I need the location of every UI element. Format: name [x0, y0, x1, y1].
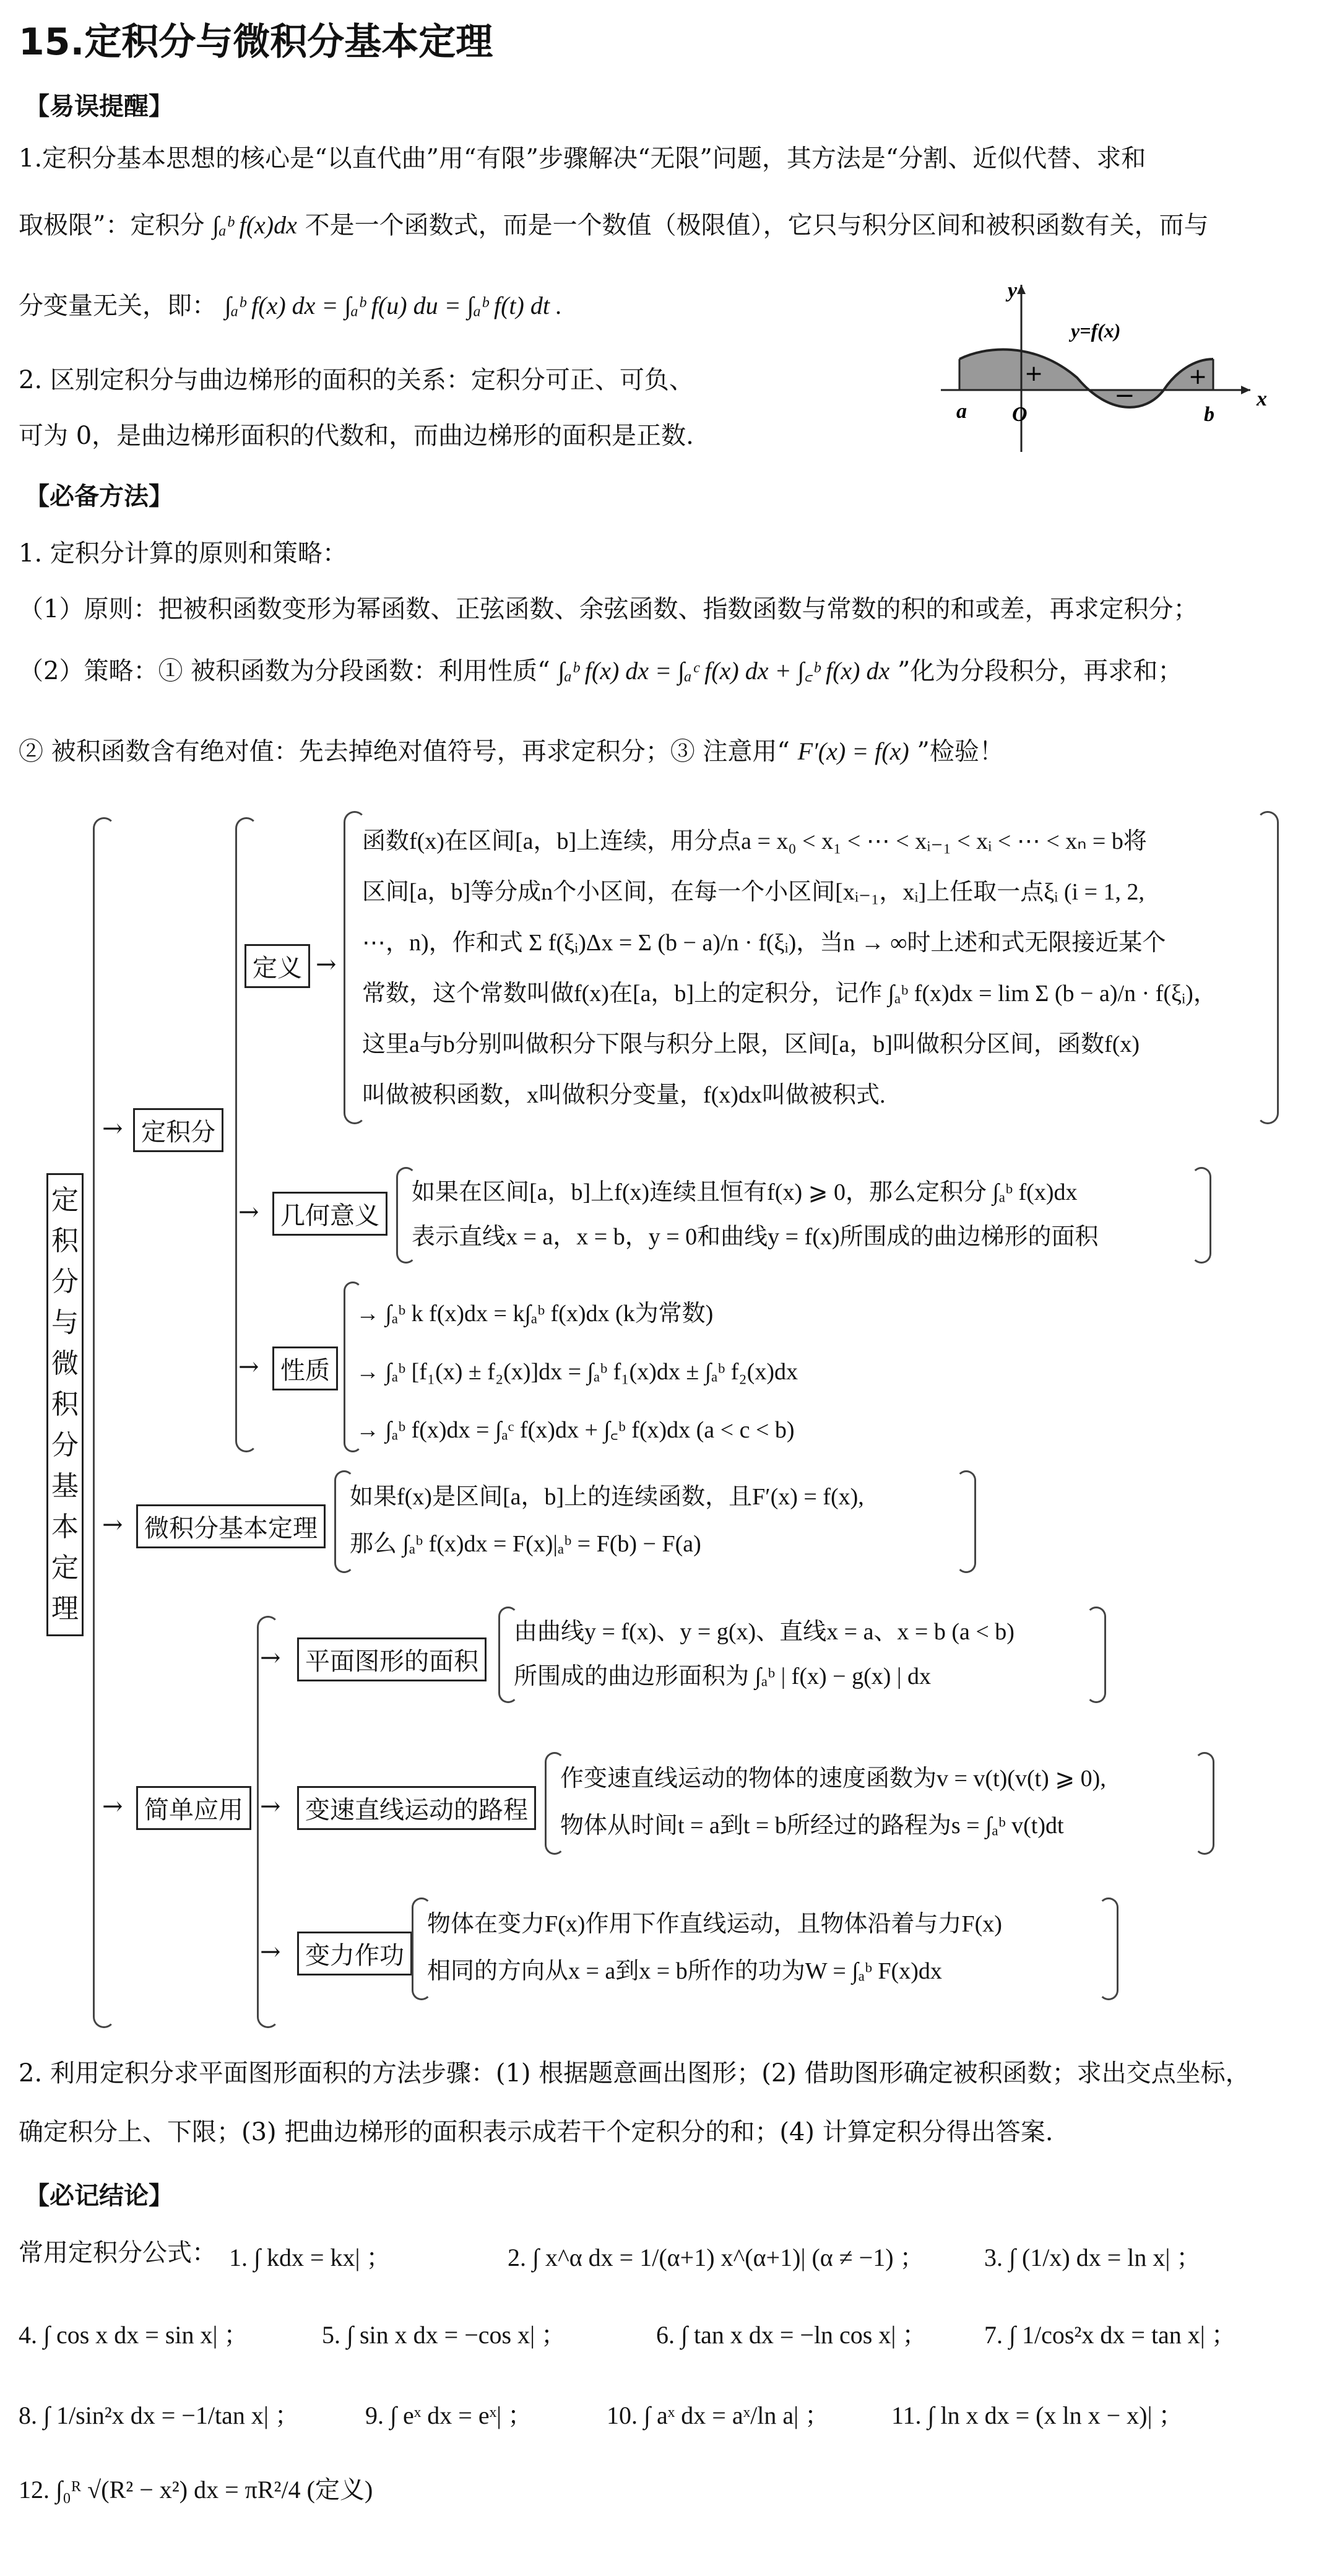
geometry-line: 如果在区间[a，b]上f(x)连续且恒有f(x) ⩾ 0，那么定积分 ∫ₐᵇ f(x)dx: [412, 1179, 1078, 1205]
root-char: 本: [51, 1511, 79, 1543]
method-abs-value-formula: F′(x) = f(x): [797, 737, 909, 765]
formula-4: 4. ∫ cos x dx = sin x| ；: [19, 2321, 249, 2349]
root-char: 定: [51, 1184, 79, 1216]
applications-brace: [257, 1616, 279, 2028]
method-2-line-2: 确定积分上、下限；(3) 把曲边梯形的面积表示成若干个定积分的和；(4) 计算定积分得出答案.: [19, 2118, 1054, 2146]
node-variable-speed-distance: 变速直线运动的路程: [297, 1786, 536, 1830]
mistake-2-line-1: 2. 区别定积分与曲边梯形的面积的关系：定积分可正、可负、: [19, 366, 694, 394]
formula-2: 2. ∫ x^α dx = 1/(α+1) x^(α+1)| (α ≠ −1) ；: [508, 2244, 925, 2271]
root-char: 微: [51, 1348, 79, 1379]
mistake-2-line-2: 可为 0，是曲边梯形面积的代数和，而曲边梯形的面积是正数.: [19, 422, 694, 450]
node-fundamental-theorem: 微积分基本定理: [136, 1504, 326, 1548]
fundamental-line: 如果f(x)是区间[a，b]上的连续函数，且F′(x) = f(x),: [350, 1484, 864, 1510]
graph-origin-label: O: [1012, 403, 1028, 426]
geometry-text: [412, 1170, 1099, 1259]
node-variable-force-work: 变力作功: [297, 1932, 412, 1975]
arrow-icon: →: [260, 1792, 281, 1821]
formula-12: 12. ∫₀ᴿ √(R² − x²) dx = πR²/4 (定义): [19, 2476, 373, 2504]
method-abs-value-text-c: ”检验！: [917, 737, 1004, 766]
definition-line: 函数f(x)在区间[a，b]上连续，用分点a = x₀ < x₁ < ⋯ < xᵢ₋₁ < xᵢ < ⋯ < xₙ = b将: [362, 828, 1147, 854]
distance-text: [560, 1755, 1106, 1849]
function-graph: [928, 272, 1275, 458]
root-brace: [93, 817, 115, 2028]
graph-function-label: y=f(x): [1071, 319, 1121, 342]
geometry-line: 表示直线x = a，x = b，y = 0和曲线y = f(x)所围成的曲边梯形的面积: [412, 1224, 1099, 1250]
method-strategy-text-c: ”化为分段积分，再求和；: [897, 657, 1183, 685]
root-char: 积: [51, 1225, 79, 1257]
work-brace-right: [1099, 1897, 1118, 2000]
fundamental-text: [350, 1473, 864, 1568]
arrow-icon: →: [102, 1114, 123, 1143]
node-properties: 性质: [272, 1347, 338, 1390]
area-line: 由曲线y = f(x)、y = g(x)、直线x = a、x = b (a < b): [514, 1619, 1015, 1645]
root-char: 分: [51, 1266, 79, 1298]
distance-line: 作变速直线运动的物体的速度函数为v = v(t)(v(t) ⩾ 0),: [560, 1766, 1106, 1792]
mistake-1-line-1: 1.定积分基本思想的核心是“以直代曲”用“有限”步骤解决“无限”问题，其方法是“分割、近似代替、求和: [19, 144, 1146, 173]
method-abs-value: [19, 737, 1004, 766]
root-char: 分: [51, 1429, 79, 1461]
method-strategy: [19, 656, 1182, 686]
root-char: 理: [51, 1593, 79, 1624]
method-1-heading: 1. 定积分计算的原则和策略：: [19, 539, 347, 568]
root-char: 积: [51, 1389, 79, 1420]
geometry-brace-right: [1192, 1167, 1211, 1264]
property-line: → ∫ₐᵇ f(x)dx = ∫ₐᶜ f(x)dx + ∫꜀ᵇ f(x)dx (a < c < b): [356, 1417, 795, 1443]
mistake-1-line-3: [19, 291, 562, 321]
mistake-1-line-2-text-a: 取极限”：定积分: [19, 211, 205, 240]
work-text: [427, 1901, 1002, 1995]
work-line: 相同的方向从x = a到x = b所作的功为W = ∫ₐᵇ F(x)dx: [427, 1958, 942, 1984]
definition-line: ⋯，n)，作和式 Σ f(ξᵢ)Δx = Σ (b − a)/n · f(ξᵢ)，当n → ∞时上述和式无限接近某个: [362, 930, 1166, 956]
node-definite-integral: 定积分: [133, 1108, 223, 1152]
arrow-icon: →: [260, 1644, 281, 1672]
formula-10: 10. ∫ aˣ dx = aˣ/ln a| ；: [607, 2401, 830, 2429]
property-line: → ∫ₐᵇ k f(x)dx = k∫ₐᵇ f(x)dx (k为常数): [356, 1301, 714, 1327]
formula-11: 11. ∫ ln x dx = (x ln x − x)| ；: [891, 2401, 1183, 2429]
definition-line: 常数，这个常数叫做f(x)在[a，b]上的定积分，记作 ∫ₐᵇ f(x)dx = lim Σ (b − a)/n · f(ξᵢ)，: [362, 981, 1217, 1007]
mistake-1-equality: ∫ₐᵇ f(x) dx = ∫ₐᵇ f(u) du = ∫ₐᵇ f(t) dt .: [224, 292, 562, 319]
graph-plus-right: +: [1188, 364, 1208, 389]
fundamental-brace-right: [956, 1470, 976, 1573]
distance-brace-right: [1195, 1752, 1214, 1855]
property-line: → ∫ₐᵇ [f₁(x) ± f₂(x)]dx = ∫ₐᵇ f₁(x)dx ± ∫ₐᵇ f₂(x)dx: [356, 1359, 798, 1385]
mistake-1-line-2: [19, 210, 1209, 240]
mistake-1-integral: ∫ₐᵇ f(x)dx: [212, 211, 297, 239]
area-brace-right: [1086, 1607, 1106, 1703]
root-char: 与: [51, 1307, 79, 1338]
section-mistakes-heading: 【易误提醒】: [25, 92, 173, 121]
graph-b-label: b: [1204, 403, 1214, 426]
distance-line: 物体从时间t = a到t = b所经过的路程为s = ∫ₐᵇ v(t)dt: [560, 1813, 1064, 1839]
method-abs-value-text-a: ② 被积函数含有绝对值：先去掉绝对值符号，再求定积分；③ 注意用“: [19, 737, 790, 766]
definition-line: 这里a与b分别叫做积分下限与积分上限，区间[a，b]叫做积分区间，函数f(x): [362, 1031, 1140, 1057]
definition-line: 叫做被积函数，x叫做积分变量，f(x)dx叫做被积式.: [362, 1082, 886, 1108]
definition-text: [362, 816, 1217, 1121]
formula-6: 6. ∫ tan x dx = −ln cos x| ；: [656, 2321, 927, 2349]
arrow-icon: →: [316, 950, 337, 979]
area-line: 所围成的曲边形面积为 ∫ₐᵇ | f(x) − g(x) | dx: [514, 1663, 931, 1689]
node-simple-applications: 简单应用: [136, 1786, 251, 1830]
graph-minus: −: [1114, 381, 1135, 410]
node-plane-area: 平面图形的面积: [297, 1637, 487, 1681]
definition-line: 区间[a，b]等分成n个小区间，在每一个小区间[xᵢ₋₁，xᵢ]上任取一点ξᵢ (i = 1, 2,: [362, 879, 1145, 905]
graph-plus-left: +: [1024, 361, 1044, 386]
mistake-1-line-2-text-c: 不是一个函数式，而是一个数值（极限值），它只与积分区间和被积函数有关，而与: [305, 211, 1209, 240]
section-methods-heading: 【必备方法】: [25, 482, 173, 511]
root-char: 基: [51, 1470, 79, 1502]
arrow-icon: →: [102, 1511, 123, 1539]
area-text: [514, 1610, 1015, 1699]
section-conclusions-heading: 【必记结论】: [25, 2182, 173, 2210]
mistake-1-line-3-text-a: 分变量无关，即：: [19, 292, 217, 320]
formula-8: 8. ∫ 1/sin²x dx = −1/tan x| ；: [19, 2401, 300, 2429]
arrow-icon: →: [260, 1938, 281, 1966]
root-topic-box: [46, 1173, 84, 1636]
formula-3: 3. ∫ (1/x) dx = ln x| ；: [984, 2244, 1201, 2271]
properties-text: [356, 1285, 798, 1459]
arrow-icon: →: [102, 1792, 123, 1821]
method-strategy-text-a: （2）策略：① 被积函数为分段函数：利用性质“: [19, 657, 550, 685]
graph-x-label: x: [1257, 388, 1267, 410]
method-strategy-formula: ∫ₐᵇ f(x) dx = ∫ₐᶜ f(x) dx + ∫꜀ᵇ f(x) dx: [558, 657, 890, 685]
arrow-icon: →: [238, 1353, 259, 1381]
method-2-line-1: 2. 利用定积分求平面图形面积的方法步骤：(1) 根据题意画出图形；(2) 借助图形确定被积函数；求出交点坐标，: [19, 2059, 1250, 2088]
arrow-icon: →: [238, 1198, 259, 1226]
node-definition: 定义: [244, 944, 310, 988]
graph-y-label: y: [1008, 279, 1018, 302]
graph-shaded-area: [959, 350, 1077, 390]
definition-brace-right: [1257, 811, 1279, 1124]
formula-7: 7. ∫ 1/cos²x dx = tan x| ；: [984, 2321, 1236, 2349]
work-line: 物体在变力F(x)作用下作直线运动，且物体沿着与力F(x): [427, 1911, 1002, 1937]
graph-a-label: a: [956, 400, 967, 423]
page-title: 15.定积分与微积分基本定理: [19, 20, 493, 64]
fundamental-line: 那么 ∫ₐᵇ f(x)dx = F(x)|ₐᵇ = F(b) − F(a): [350, 1531, 701, 1557]
method-principle: （1）原则：把被积函数变形为幂函数、正弦函数、余弦函数、指数函数与常数的积的和或差，再求定积分；: [19, 595, 1198, 623]
node-geometric-meaning: 几何意义: [272, 1192, 387, 1236]
formula-9: 9. ∫ eˣ dx = eˣ| ；: [365, 2401, 533, 2429]
root-char: 定: [51, 1552, 79, 1584]
formula-5: 5. ∫ sin x dx = −cos x| ；: [322, 2321, 566, 2349]
formulas-intro: 常用定积分公式：: [19, 2239, 217, 2267]
formula-1: 1. ∫ kdx = kx| ；: [229, 2244, 391, 2271]
